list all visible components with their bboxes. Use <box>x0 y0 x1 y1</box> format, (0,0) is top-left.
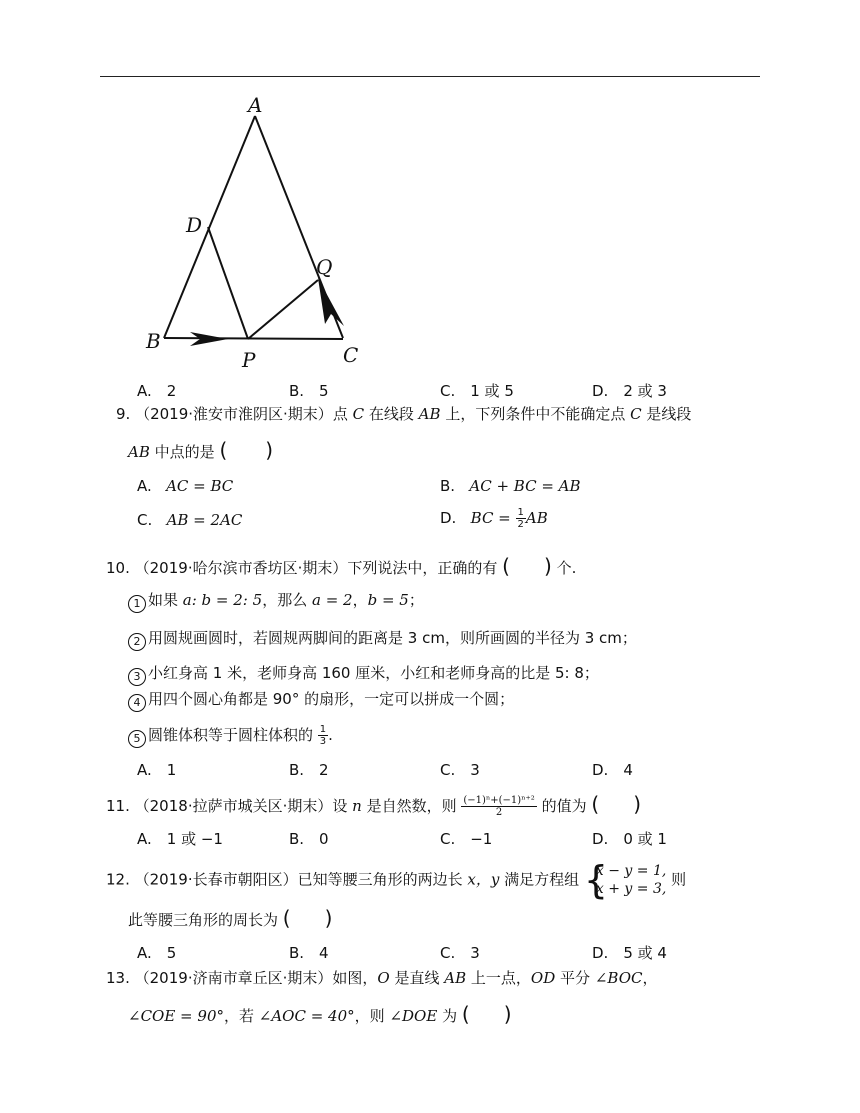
q11-number: 11. <box>106 797 130 815</box>
q12-text: 则 <box>671 870 687 889</box>
option-letter: A. <box>137 477 152 495</box>
option-letter: C. <box>137 511 153 529</box>
q11-fraction: $\frac{\text{(−1)ⁿ+(−1)ⁿ⁺²}}{2}$ <box>463 795 535 818</box>
q11-option-d: D. 0 或 1 <box>592 830 667 848</box>
label-d: D <box>186 213 203 237</box>
q11-option-a: A. 1 或 −1 <box>137 830 223 848</box>
statement-text: 用四个圆心角都是 90° 的扇形，一定可以拼成一个圆； <box>148 690 515 708</box>
q10-text: 下列说法中，正确的有 <box>347 559 498 577</box>
statement-text: 圆锥体积等于圆柱体积的 <box>148 726 314 744</box>
q9-text: 中点的是 <box>154 443 215 461</box>
segment-ab <box>164 116 255 338</box>
answer-paren-close: ) <box>503 1002 512 1026</box>
q8-option-b: B. 5 <box>289 382 329 400</box>
fraction-third: $\frac{1}{3}$ <box>319 724 327 747</box>
circled-number: 3 <box>128 668 146 686</box>
q12-stem-line2 <box>128 908 332 930</box>
q13-math-angle-doe: ∠DOE <box>389 1007 438 1025</box>
answer-paren-close: ) <box>543 554 552 578</box>
q10-statement-3 <box>128 663 599 686</box>
q12-text: 此等腰三角形的周长为 <box>128 911 279 929</box>
q9-math-c: C <box>352 405 365 423</box>
answer-paren-close: ) <box>324 906 333 930</box>
triangle-figure <box>130 92 370 377</box>
answer-paren-open: ( <box>282 906 291 930</box>
q9-stem-line2 <box>128 440 273 462</box>
q13-math-angle-boc: ∠BOC <box>594 969 643 987</box>
q13-text: 是直线 <box>394 969 440 987</box>
q10-option-a: A. 1 <box>137 761 177 779</box>
q10-source: （2019·哈尔滨市香坊区·期末） <box>134 559 348 577</box>
q9-text: 上，下列条件中不能确定点 <box>445 405 626 423</box>
circled-number: 2 <box>128 633 146 651</box>
arrow-cq <box>318 278 344 326</box>
segment-dp <box>208 227 248 339</box>
statement-math: a = 2 <box>311 591 353 609</box>
label-q: Q <box>316 255 333 279</box>
q11-text: 的值为 <box>541 797 587 815</box>
equation-1: x − y = 1, <box>595 863 667 879</box>
q10-text: 个. <box>556 559 577 577</box>
q12-text: 满足方程组 <box>504 870 580 889</box>
q12-option-d: D. 5 或 4 <box>592 944 667 962</box>
circled-number: 1 <box>128 595 146 613</box>
q11-stem <box>106 794 641 818</box>
q13-text: 平分 <box>560 969 591 987</box>
q9-math-c: C <box>630 405 642 423</box>
q9-number: 9. <box>116 405 131 423</box>
q11-option-c: C. −1 <box>440 830 493 848</box>
equation-2: x + y = 3, <box>595 881 667 897</box>
answer-paren-close: ) <box>265 438 274 462</box>
equation-system <box>583 858 667 902</box>
q9-text: 是线段 <box>646 405 692 423</box>
q13-number: 13. <box>106 969 130 987</box>
q9-option-d-math: AB <box>525 509 548 527</box>
q13-math-o: O <box>377 969 390 987</box>
q10-number: 10. <box>106 559 130 577</box>
circled-number: 5 <box>128 730 146 748</box>
q9-option-c <box>137 510 242 530</box>
q9-option-c-math: AB = 2AC <box>166 511 243 529</box>
q12-math-vars: x，y <box>467 870 500 889</box>
q10-stem <box>106 556 576 578</box>
q9-option-d <box>440 507 548 530</box>
q12-number: 12. <box>106 870 130 889</box>
q12-option-b: B. 4 <box>289 944 329 962</box>
statement-text: ； <box>408 591 424 609</box>
answer-paren-open: ( <box>502 554 510 578</box>
q12-option-a: A. 5 <box>137 944 177 962</box>
label-a: A <box>248 93 263 117</box>
answer-paren-close: ) <box>633 792 642 816</box>
q9-option-a-math: AC = BC <box>166 477 234 495</box>
q10-option-b: B. 2 <box>289 761 329 779</box>
q8-option-d: D. 2 或 3 <box>592 382 667 400</box>
q9-text: 在线段 <box>368 405 414 423</box>
statement-text: 用圆规画圆时，若圆规两脚间的距离是 3 cm，则所画圆的半径为 3 cm； <box>148 629 637 647</box>
q12-stem-line1 <box>106 858 687 902</box>
q9-option-b <box>440 476 581 496</box>
q9-text: 点 <box>332 405 348 423</box>
label-c: C <box>343 343 359 367</box>
q13-math-angle-aoc: ∠AOC = 40° <box>258 1007 355 1025</box>
q11-text: 是自然数，则 <box>366 797 457 815</box>
q10-statement-1 <box>128 590 424 613</box>
q13-text: ， <box>642 969 658 987</box>
q13-stem-line2 <box>128 1004 512 1026</box>
q11-option-b: B. 0 <box>289 830 329 848</box>
statement-text: 小红身高 1 米，老师身高 160 厘米，小红和老师身高的比是 5: 8； <box>148 664 599 682</box>
label-p: P <box>242 348 256 372</box>
header-rule <box>100 76 760 77</box>
q13-math-ab: AB <box>444 969 467 987</box>
q13-text: ，若 <box>223 1007 254 1025</box>
q13-math-od: OD <box>530 969 556 987</box>
q13-stem-line1 <box>106 968 658 988</box>
q13-text: 如图， <box>332 969 378 987</box>
q12-option-c: C. 3 <box>440 944 480 962</box>
q10-statement-5 <box>128 724 333 748</box>
circled-number: 4 <box>128 694 146 712</box>
q11-text: 设 <box>332 797 348 815</box>
option-letter: B. <box>440 477 456 495</box>
q8-option-a: A. 2 <box>137 382 177 400</box>
option-letter: D. <box>440 509 457 527</box>
q13-source: （2019·济南市章丘区·期末） <box>134 969 333 987</box>
statement-text: 如果 <box>148 591 179 609</box>
q10-statement-4 <box>128 689 514 712</box>
statement-math: a: b = 2: 5 <box>182 591 263 609</box>
q10-option-d: D. 4 <box>592 761 633 779</box>
statement-text: . <box>328 726 333 744</box>
segment-bc <box>164 338 343 339</box>
q10-option-c: C. 3 <box>440 761 480 779</box>
fraction-half: $\frac{1}{2}$ <box>517 507 524 530</box>
q13-text: ，则 <box>354 1007 385 1025</box>
q12-source: （2019·长春市朝阳区） <box>134 870 298 889</box>
q9-option-a <box>137 476 233 496</box>
statement-text: ，那么 <box>262 591 308 609</box>
q12-text: 已知等腰三角形的两边长 <box>297 870 463 889</box>
q13-math-angle-coe: ∠COE = 90° <box>128 1007 224 1025</box>
segment-pq <box>248 280 318 339</box>
q11-source: （2018·拉萨市城关区·期末） <box>134 797 333 815</box>
q9-source: （2019·淮安市淮阴区·期末） <box>135 405 333 423</box>
q9-option-b-math: AC + BC = AB <box>469 477 581 495</box>
answer-paren-open: ( <box>461 1002 470 1026</box>
q13-text: 为 <box>442 1007 458 1025</box>
answer-paren-open: ( <box>591 792 600 816</box>
q13-text: 上一点， <box>470 969 531 987</box>
statement-text: ， <box>352 591 368 609</box>
label-b: B <box>146 329 161 353</box>
q11-math-n: n <box>352 797 362 815</box>
left-brace: { <box>583 858 609 902</box>
q8-option-c: C. 1 或 5 <box>440 382 514 400</box>
q9-stem-line1 <box>116 404 691 424</box>
q10-statement-2 <box>128 628 637 651</box>
q9-math-ab: AB <box>418 405 441 423</box>
q9-math-ab: AB <box>128 443 150 461</box>
answer-paren-open: ( <box>219 438 228 462</box>
statement-math: b = 5 <box>367 591 409 609</box>
q9-option-d-math: BC = <box>470 509 511 527</box>
